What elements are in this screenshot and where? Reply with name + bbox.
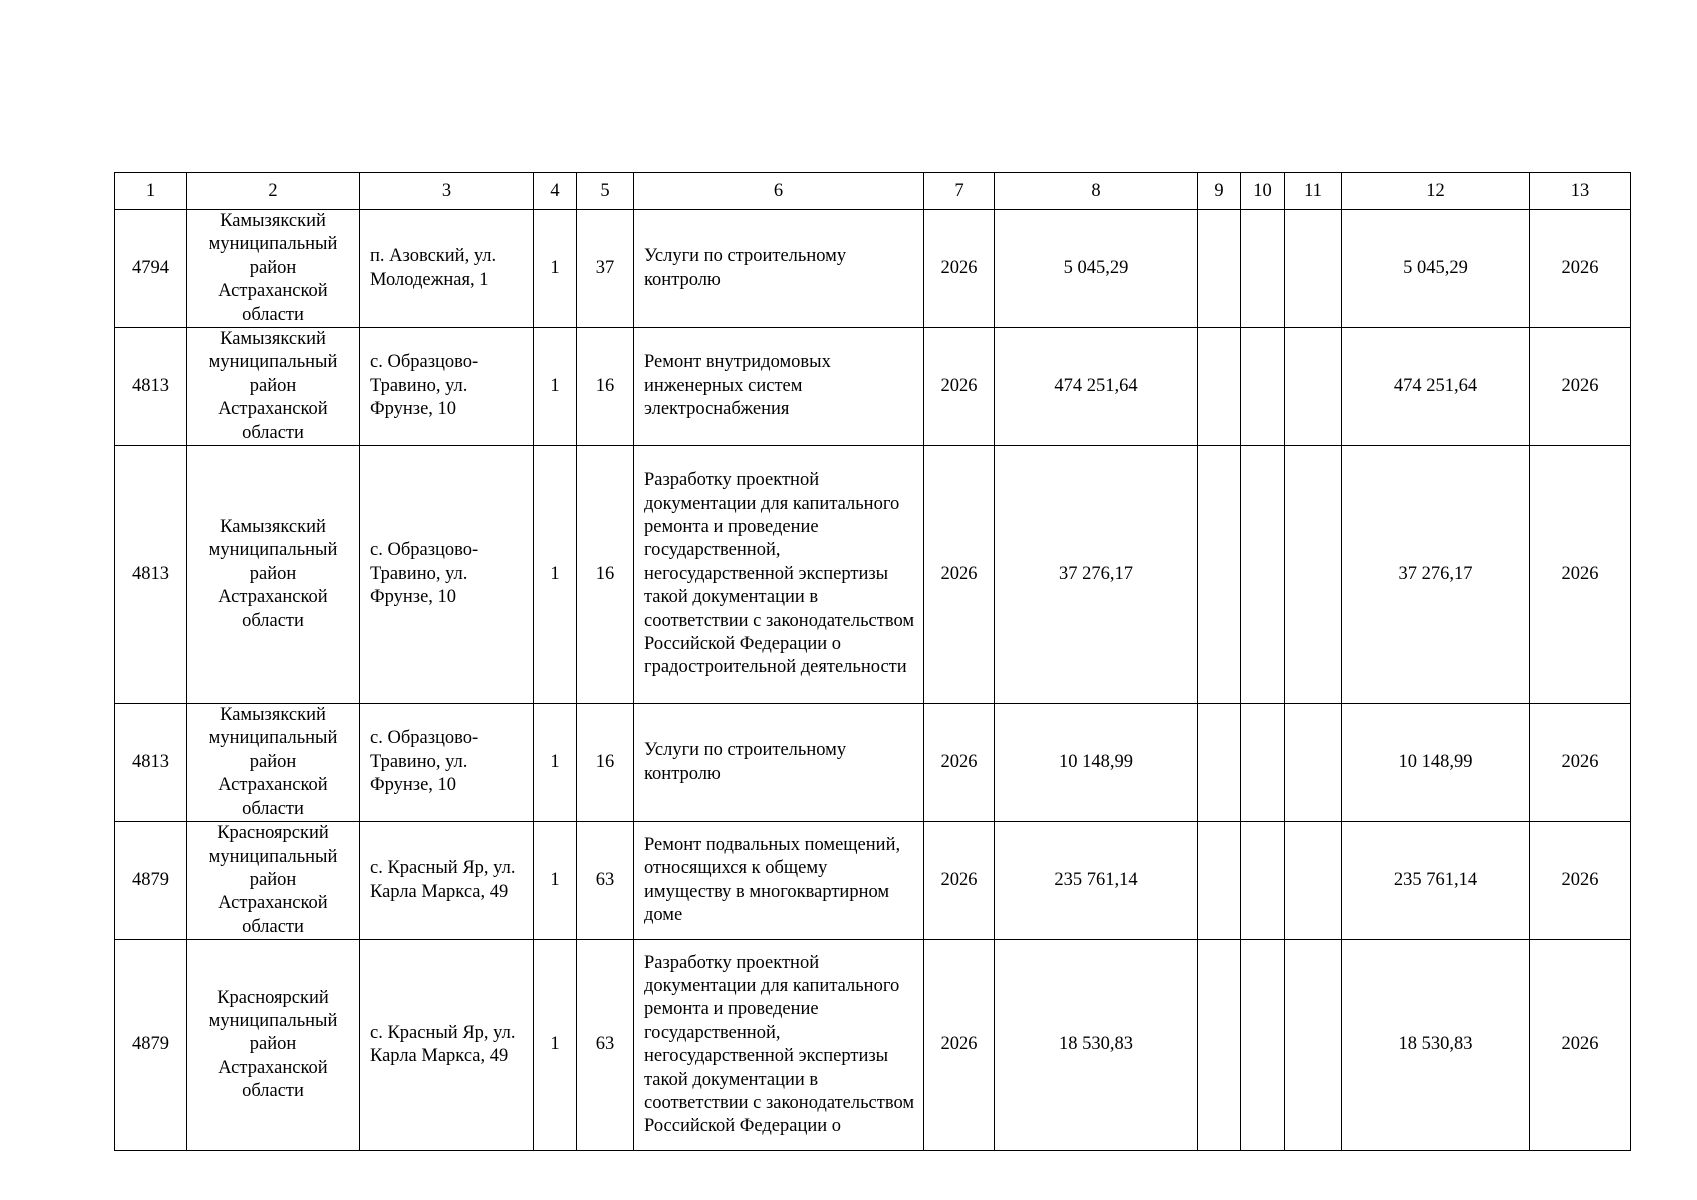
cell-col-9 [1198, 328, 1241, 446]
cell-year: 2026 [924, 446, 995, 704]
cell-col-5: 16 [577, 328, 634, 446]
cell-fund-amount: 18 530,83 [1342, 940, 1530, 1151]
cell-work-type: Ремонт подвальных помещений, относящихся к общему имуществу в многоквартирном доме [634, 822, 924, 940]
cell-col-11 [1285, 940, 1342, 1151]
column-header: 9 [1198, 173, 1241, 210]
cell-work-type: Разработку проектной документации для капитального ремонта и проведение государственной, негосударственной экспертизы такой документации в соответствии с законодательством Российской Федерации о [634, 940, 924, 1151]
cell-col-9 [1198, 822, 1241, 940]
cell-col-5: 63 [577, 940, 634, 1151]
table-row [115, 822, 1631, 940]
cell-work-type: Услуги по строительному контролю [634, 704, 924, 822]
header-row [115, 173, 1631, 210]
column-header: 6 [634, 173, 924, 210]
cell-cost: 235 761,14 [995, 822, 1198, 940]
column-header: 7 [924, 173, 995, 210]
cell-col-5: 16 [577, 446, 634, 704]
cell-cost: 5 045,29 [995, 210, 1198, 328]
cell-address: с. Образцово-Травино, ул. Фрунзе, 10 [360, 446, 534, 704]
cell-fund-amount: 474 251,64 [1342, 328, 1530, 446]
cell-year: 2026 [924, 704, 995, 822]
cell-col-10 [1241, 940, 1285, 1151]
cell-address: с. Образцово-Травино, ул. Фрунзе, 10 [360, 704, 534, 822]
cell-municipality: Камызякский муниципальный район Астраханской области [187, 446, 360, 704]
cell-object-id: 4813 [115, 704, 187, 822]
cell-fund-amount: 235 761,14 [1342, 822, 1530, 940]
cell-municipality: Камызякский муниципальный район Астраханской области [187, 704, 360, 822]
cell-col-5: 16 [577, 704, 634, 822]
cell-municipality: Красноярский муниципальный район Астраханской области [187, 940, 360, 1151]
cell-col-11 [1285, 822, 1342, 940]
column-header: 1 [115, 173, 187, 210]
cell-fund-amount: 37 276,17 [1342, 446, 1530, 704]
cell-col-11 [1285, 328, 1342, 446]
table-row [115, 940, 1631, 1151]
cell-fund-amount: 5 045,29 [1342, 210, 1530, 328]
column-header: 3 [360, 173, 534, 210]
cell-cost: 18 530,83 [995, 940, 1198, 1151]
cell-col-5: 63 [577, 822, 634, 940]
cell-address: с. Красный Яр, ул. Карла Маркса, 49 [360, 822, 534, 940]
column-header: 10 [1241, 173, 1285, 210]
cell-col-9 [1198, 940, 1241, 1151]
cell-col-9 [1198, 210, 1241, 328]
cell-col-10 [1241, 210, 1285, 328]
cell-year: 2026 [924, 940, 995, 1151]
cell-col-9 [1198, 446, 1241, 704]
cell-col-10 [1241, 446, 1285, 704]
cell-completion-year: 2026 [1530, 328, 1631, 446]
cell-col-10 [1241, 328, 1285, 446]
cell-municipality: Камызякский муниципальный район Астраханской области [187, 328, 360, 446]
cell-object-id: 4813 [115, 446, 187, 704]
cell-address: с. Красный Яр, ул. Карла Маркса, 49 [360, 940, 534, 1151]
cell-address: с. Образцово-Травино, ул. Фрунзе, 10 [360, 328, 534, 446]
cell-completion-year: 2026 [1530, 704, 1631, 822]
table-row [115, 446, 1631, 704]
cell-col-4: 1 [534, 328, 577, 446]
cell-col-4: 1 [534, 940, 577, 1151]
cell-cost: 10 148,99 [995, 704, 1198, 822]
cell-fund-amount: 10 148,99 [1342, 704, 1530, 822]
cell-col-10 [1241, 704, 1285, 822]
cell-municipality: Камызякский муниципальный район Астраханской области [187, 210, 360, 328]
cell-object-id: 4879 [115, 822, 187, 940]
cell-address: п. Азовский, ул. Молодежная, 1 [360, 210, 534, 328]
cell-col-4: 1 [534, 704, 577, 822]
cell-object-id: 4813 [115, 328, 187, 446]
table-row [115, 210, 1631, 328]
table-row [115, 328, 1631, 446]
cell-completion-year: 2026 [1530, 210, 1631, 328]
data-table [114, 172, 1631, 1151]
cell-work-type: Разработку проектной документации для капитального ремонта и проведение государственной, негосударственной экспертизы такой документации в соответствии с законодательством Российской Федерации о градостроительной деятельности [634, 446, 924, 704]
cell-object-id: 4794 [115, 210, 187, 328]
cell-cost: 474 251,64 [995, 328, 1198, 446]
cell-completion-year: 2026 [1530, 940, 1631, 1151]
cell-col-4: 1 [534, 210, 577, 328]
cell-col-5: 37 [577, 210, 634, 328]
cell-col-10 [1241, 822, 1285, 940]
cell-col-11 [1285, 704, 1342, 822]
cell-col-11 [1285, 210, 1342, 328]
cell-work-type: Ремонт внутридомовых инженерных систем электроснабжения [634, 328, 924, 446]
cell-completion-year: 2026 [1530, 822, 1631, 940]
cell-work-type: Услуги по строительному контролю [634, 210, 924, 328]
cell-completion-year: 2026 [1530, 446, 1631, 704]
cell-year: 2026 [924, 822, 995, 940]
column-header: 8 [995, 173, 1198, 210]
cell-cost: 37 276,17 [995, 446, 1198, 704]
column-header: 13 [1530, 173, 1631, 210]
cell-col-4: 1 [534, 446, 577, 704]
cell-col-11 [1285, 446, 1342, 704]
cell-col-4: 1 [534, 822, 577, 940]
column-header: 2 [187, 173, 360, 210]
table-row [115, 704, 1631, 822]
column-header: 4 [534, 173, 577, 210]
cell-col-9 [1198, 704, 1241, 822]
cell-year: 2026 [924, 210, 995, 328]
column-header: 12 [1342, 173, 1530, 210]
cell-object-id: 4879 [115, 940, 187, 1151]
cell-year: 2026 [924, 328, 995, 446]
cell-municipality: Красноярский муниципальный район Астраханской области [187, 822, 360, 940]
column-header: 11 [1285, 173, 1342, 210]
column-header: 5 [577, 173, 634, 210]
